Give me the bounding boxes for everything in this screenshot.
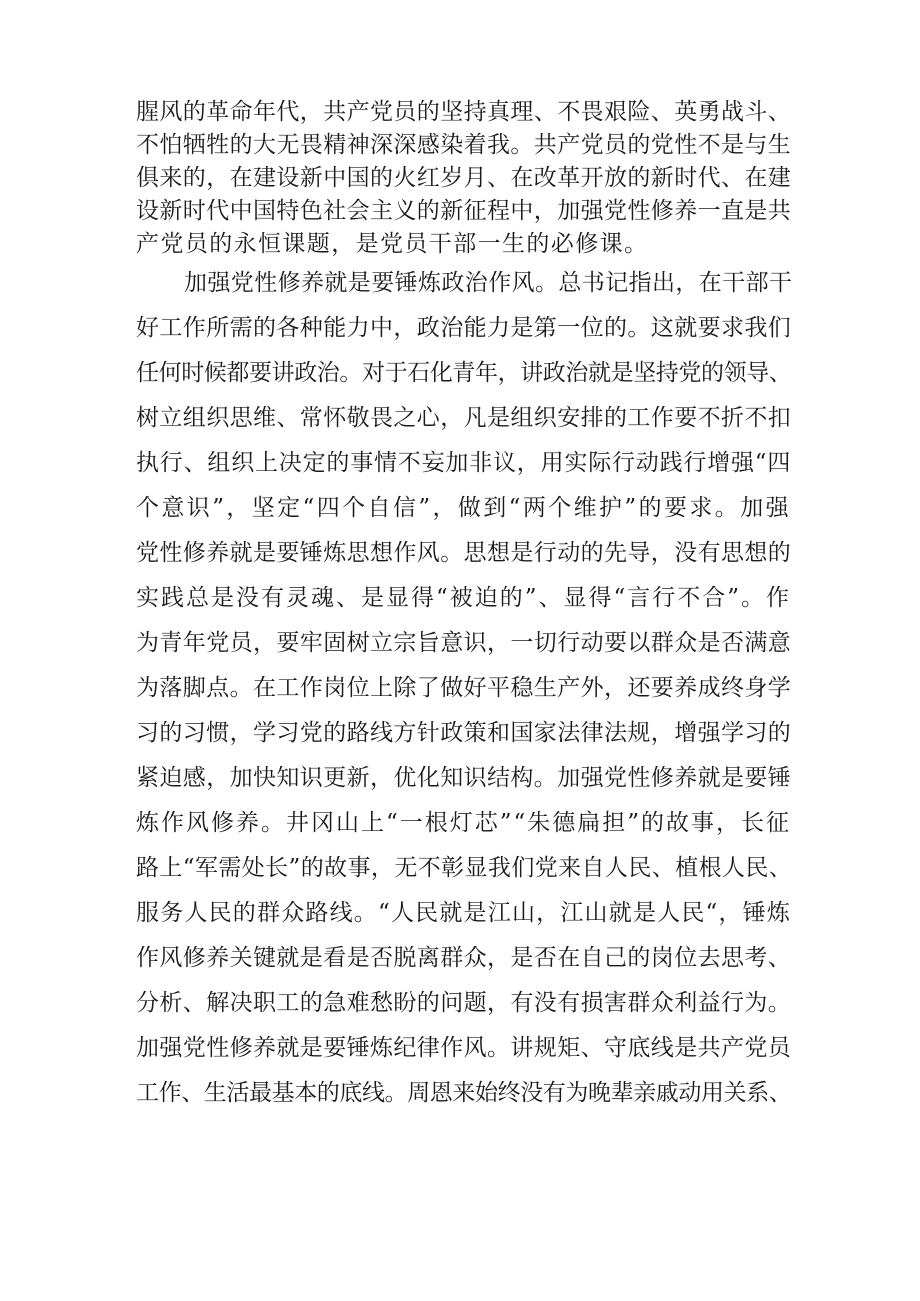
text-line: 党性修养就是要锤炼思想作风。思想是行动的先导，没有思想的 (136, 540, 792, 566)
text-line: 路上“军需处长”的故事，无不彰显我们党来自人民、植根人民、 (136, 855, 793, 881)
text-line: 服务人民的群众路线。“人民就是江山，江山就是人民“，锤炼 (136, 900, 792, 926)
text-line: 工作、生活最基本的底线。周恩来始终没有为晚辈亲戚动用关系、 (136, 1080, 792, 1106)
text-line: 任何时候都要讲政治。对于石化青年，讲政治就是坚持党的领导、 (136, 360, 792, 386)
text-line: 为青年党员，要牢固树立宗旨意识，一切行动要以群众是否满意 (136, 630, 792, 656)
text-line: 加强党性修养就是要锤炼纪律作风。讲规矩、守底线是共产党员 (136, 1035, 792, 1061)
text-line: 不怕牺牲的大无畏精神深深感染着我。共产党员的党性不是与生 (136, 132, 792, 158)
text-line: 设新时代中国特色社会主义的新征程中，加强党性修养一直是共 (136, 198, 792, 224)
text-line: 加强党性修养就是要锤炼政治作风。总书记指出，在干部干 (184, 270, 793, 296)
text-line: 执行、组织上决定的事情不妄加非议，用实际行动践行增强“四 (136, 450, 792, 476)
text-line: 产党员的永恒课题，是党员干部一生的必修课。 (136, 231, 649, 257)
text-line: 紧迫感，加快知识更新，优化知识结构。加强党性修养就是要锤 (136, 765, 792, 791)
text-line: 俱来的，在建设新中国的火红岁月、在改革开放的新时代、在建 (136, 165, 792, 191)
text-line: 个意识”，坚定“四个自信”，做到“两个维护”的要求。加强 (136, 495, 791, 521)
text-line: 作风修养关键就是看是否脱离群众，是否在自己的岗位去思考、 (136, 945, 792, 971)
text-line: 炼作风修养。井冈山上“一根灯芯”“朱德扁担”的故事，长征 (136, 810, 792, 836)
text-line: 习的习惯，学习党的路线方针政策和国家法律法规，增强学习的 (136, 720, 792, 746)
text-line: 好工作所需的各种能力中，政治能力是第一位的。这就要求我们 (136, 315, 792, 341)
text-line: 分析、解决职工的急难愁盼的问题，有没有损害群众利益行为。 (136, 990, 792, 1016)
text-line: 为落脚点。在工作岗位上除了做好平稳生产外，还要养成终身学 (136, 675, 792, 701)
text-line: 实践总是没有灵魂、是显得“被迫的”、显得“言行不合”。作 (136, 585, 792, 611)
text-line: 树立组织思维、常怀敬畏之心，凡是组织安排的工作要不折不扣 (136, 405, 792, 431)
text-line: 腥风的革命年代，共产党员的坚持真理、不畏艰险、英勇战斗、 (136, 99, 792, 125)
